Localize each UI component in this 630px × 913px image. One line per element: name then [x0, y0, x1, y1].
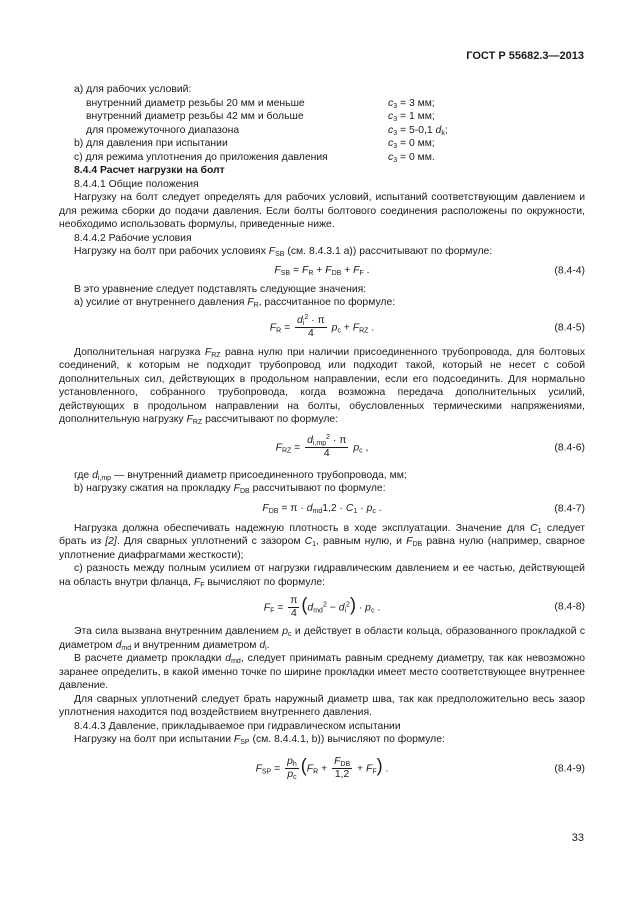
formula-8-4-4: $F_{SB} = F_R + F_{DB} + F_F$ . (8.4-4) [274, 264, 585, 277]
page-number: 33 [571, 832, 584, 844]
subsection-title: 8.4.4.3 Давление, прикладываемое при гидравлическом испытании [74, 720, 401, 732]
condition-row: b) для давления при испытании $c_3 = 0$ мм; [74, 138, 435, 150]
paragraph: где $d_{i,mp}$ — внутренний диаметр присоединенного трубопровода, мм; [74, 469, 407, 482]
condition-row: внутренний диаметр резьбы 42 мм и больше $c_3 = 1$ мм; [86, 111, 435, 123]
paragraph: Нагрузку на болт при испытании $F_{SP}$ (см. 8.4.4.1, b)) вычисляют по формуле: [74, 734, 445, 746]
equation-number: (8.4-4) [554, 264, 585, 276]
condition-row: с) для режима уплотнения до приложения давления $c_3 = 0$ мм. [74, 151, 435, 164]
formula-8-4-5: $F_R$ = $\frac{d_i^2 \cdot \pi}{4}$ $p_c + F_{RZ}$ . (8.4-5) [269, 314, 585, 339]
equation-number: (8.4-6) [554, 441, 585, 453]
subsection-title: 8.4.4.1 Общие положения [74, 178, 199, 190]
equation-number: (8.4-8) [554, 601, 585, 613]
document-body [59, 83, 585, 791]
paragraph: Нагрузку на болт при рабочих условиях $F_{SB}$ (см. 8.4.3.1 а)) рассчитывают по формуле: [74, 246, 493, 258]
equation-number: (8.4-5) [554, 321, 585, 333]
section-title: 8.4.4 Расчет нагрузки на болт [74, 165, 225, 176]
formula-8-4-8: $F_F$ = $\frac{\pi}{4}$ $(d_{md}^2 - d_i^2) \cdot p_c$ . (8.4-8) [263, 593, 585, 619]
paragraph: Для сварных уплотнений следует брать наружный диаметр шва, так как предположительно весь зазор уплотнения находится под воздействием внутреннего давления. [59, 693, 585, 718]
document-header: ГОСТ Р 55682.3—2013 [466, 50, 584, 62]
paragraph: а) усилие от внутреннего давления $F_R$, рассчитанное по формуле: [74, 297, 396, 309]
subsection-title: 8.4.4.2 Рабочие условия [74, 232, 192, 244]
paragraph: с) разность между полным усилием от нагрузки гидравлическим давлением и ее частью, действующей на область внутри фланца, $F_F$ вычисляют по формуле: [59, 563, 585, 589]
paragraph: Дополнительная нагрузка $F_{RZ}$ равна нулю при наличии присоединенного трубопровода, для болтовых соединений, к которым не подходит трубопровод или подходит такой, который не несет с собой дополнительных сил, действующих в продольном направлении, если его подсоединить. Для нормально установленного, собранного трубопровода, когда возможна передача дополнительных усилий, действующих в продольном направлении на болты, обусловленных термическими напряжениями, дополнительную нагрузку $F_{RZ}$ рассчитывают по формуле: [59, 346, 586, 426]
formula-8-4-9: $F_{SP}$ = $\frac{p_h}{p_c}$ ($F_R$ + $\frac{F_{DB}}{1,2}$ + $F_F$) . (8.4-9) [255, 755, 585, 781]
equation-number: (8.4-7) [554, 502, 585, 514]
paragraph: Нагрузку на болт следует определять для рабочих условий, испытаний соответствующим давлением и для режима сборки до подачи давления. Если болты болтового соединения расположены по окружности, необходимо использовать формулы, приведенные ниже. [59, 192, 585, 230]
paragraph: Нагрузка должна обеспечивать надежную плотность в ходе эксплуатации. Значение для $C_1$ следует брать из [2]. Для сварных уплотнений с зазором $C_1$, равным нулю, и $F_{DB}$ равна нулю (например, сварное уплотнение диафрагмами жесткости); [59, 522, 586, 561]
paragraph: b) нагрузку сжатия на прокладку $F_{DB}$ рассчитывают по формуле: [74, 483, 386, 495]
condition-a-title: а) для рабочих условий: [74, 84, 192, 95]
equation-number: (8.4-9) [554, 762, 585, 774]
formula-8-4-7: $F_{DB} = \pi \cdot d_{md}1,2 \cdot C_1 \cdot p_c$ . (8.4-7) [262, 502, 585, 515]
paragraph: В расчете диаметр прокладки $d_{md}$, следует принимать равным среднему диаметру, так как невозможно заранее определить, в какой именно точке по ширине прокладки имеет место соответствующее внутреннее давление. [59, 653, 585, 691]
paragraph: Эта сила вызвана внутренним давлением $p_c$ и действует в области кольца, образованного прокладкой с диаметром $d_{md}$ и внутренним диаметром $d_i$. [59, 626, 586, 652]
condition-row: для промежуточного диапазона $c_3 = 5-0,1$ $d_k$; [86, 124, 448, 137]
condition-row: внутренний диаметр резьбы 20 мм и меньше $c_3 = 3$ мм; [86, 97, 435, 110]
formula-8-4-6: $F_{RZ}$ = $\frac{d_{i,mp}^2 \cdot \pi}{4}$ $p_c$ , (8.4-6) [275, 434, 585, 459]
paragraph: В это уравнение следует подставлять следующие значения: [74, 283, 367, 295]
